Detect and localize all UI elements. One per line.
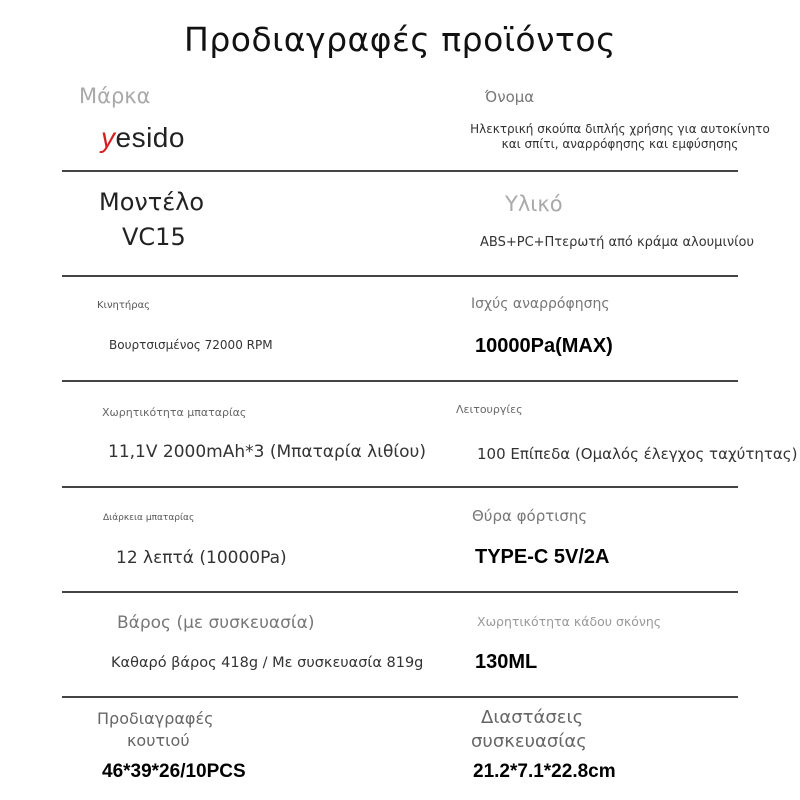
name-value-line1: Ηλεκτρική σκούπα διπλής χρήσης για αυτοκίνητο [470, 122, 770, 136]
package-dims-label-line1: Διαστάσεις [481, 707, 584, 728]
charging-port-value: TYPE-C 5V/2A [475, 546, 610, 568]
name-label: Όνομα [485, 88, 535, 106]
page-title: Προδιαγραφές προϊόντος [184, 20, 616, 59]
separator [62, 591, 738, 593]
functions-label: Λειτουργίες [456, 403, 523, 416]
box-spec-label-line1: Προδιαγραφές [97, 709, 214, 728]
material-value: ABS+PC+Πτερωτή από κράμα αλουμινίου [480, 235, 754, 250]
separator [62, 486, 738, 488]
motor-label: Κινητήρας [97, 300, 151, 311]
weight-label: Βάρος (με συσκευασία) [117, 613, 315, 633]
dust-capacity-label: Χωρητικότητα κάδου σκόνης [477, 614, 662, 629]
weight-value: Καθαρό βάρος 418g / Με συσκευασία 819g [111, 655, 424, 671]
suction-label: Ισχύς αναρρόφησης [471, 296, 610, 312]
yesido-logo: yesido [101, 122, 185, 153]
battery-life-value: 12 λεπτά (10000Pa) [116, 548, 287, 568]
separator [62, 380, 738, 382]
separator [62, 275, 738, 277]
motor-value: Βουρτσισμένος 72000 RPM [109, 338, 273, 352]
functions-value: 100 Επίπεδα (Ομαλός έλεγχος ταχύτητας) [477, 445, 798, 463]
separator [62, 696, 738, 698]
model-label: Μοντέλο [99, 188, 205, 216]
battery-capacity-value: 11,1V 2000mAh*3 (Μπαταρία λιθίου) [108, 442, 427, 462]
separator [62, 170, 738, 172]
charging-port-label: Θύρα φόρτισης [472, 507, 588, 525]
logo-rest: esido [115, 122, 185, 153]
material-label: Υλικό [505, 192, 563, 216]
model-value: VC15 [122, 223, 186, 251]
dust-capacity-value: 130ML [475, 651, 538, 673]
battery-life-label: Διάρκεια μπαταρίας [103, 513, 195, 523]
battery-capacity-label: Χωρητικότητα μπαταρίας [102, 406, 247, 419]
package-dims-value: 21.2*7.1*22.8cm [473, 761, 616, 782]
box-spec-value: 46*39*26/10PCS [102, 761, 246, 782]
brand-label: Μάρκα [79, 84, 151, 108]
box-spec-label-line2: κουτιού [127, 731, 190, 750]
name-value-line2: και σπίτι, αναρρόφησης και εμφύσησης [501, 137, 739, 151]
suction-value: 10000Pa(MAX) [475, 335, 613, 357]
package-dims-label-line2: συσκευασίας [471, 731, 587, 752]
